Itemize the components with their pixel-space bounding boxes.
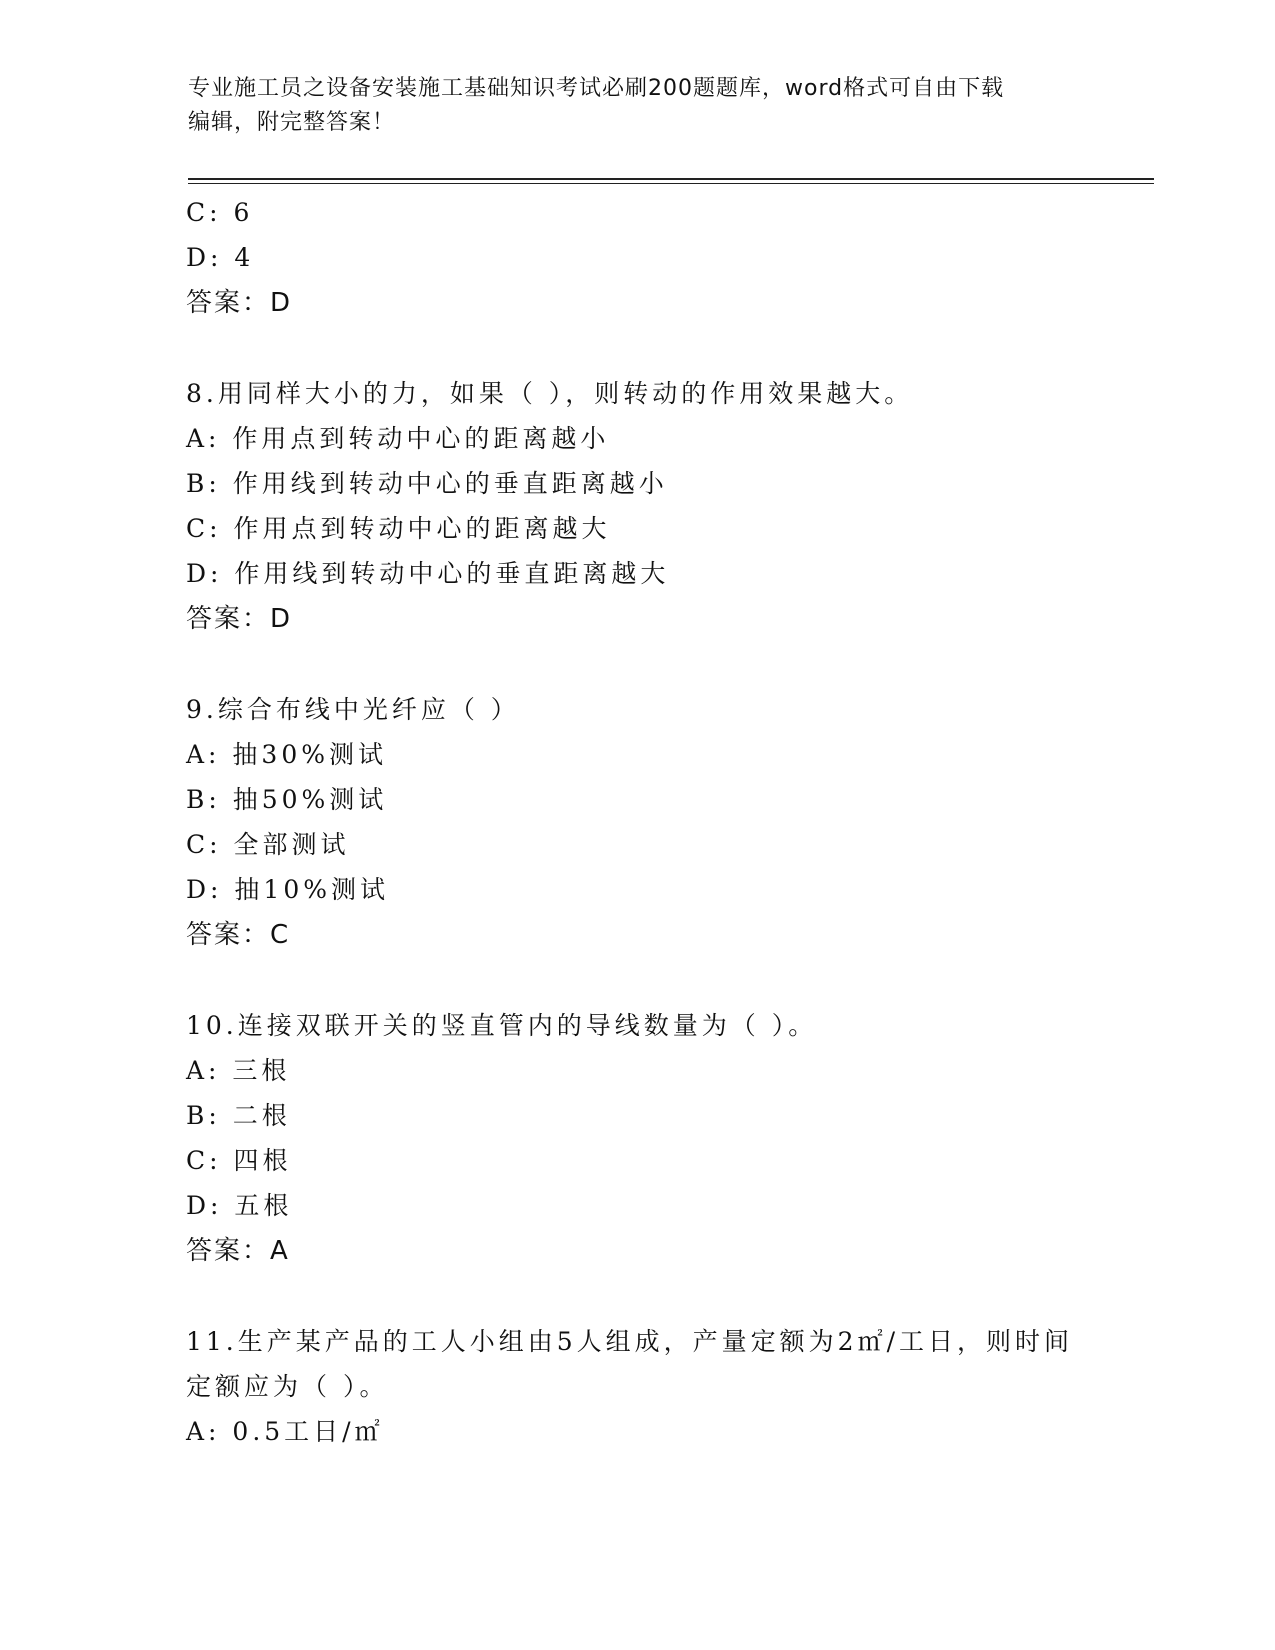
spacer [186,958,1086,1003]
option-d-q7: D: 4 [186,243,255,272]
option-a-q9: A: 抽30%测试 [186,740,387,769]
header-rule-thick [188,178,1154,180]
option-c-q7: C: 6 [186,198,254,227]
option-c-q9: C: 全部测试 [186,830,350,859]
option-b-q10: B: 二根 [186,1101,291,1130]
spacer [186,642,1086,687]
option-d-q10: D: 五根 [186,1191,293,1220]
answer-q9: 答案：C [186,920,291,950]
answer-q10: 答案：A [186,1236,290,1266]
spacer [186,326,1086,371]
option-c-q10: C: 四根 [186,1146,292,1175]
question-11-continued: 定额应为（ ）。 [186,1372,389,1401]
option-d-q9: D: 抽10%测试 [186,875,389,904]
header-line-2: 编辑，附完整答案！ [188,110,396,135]
spacer [186,1274,1086,1319]
option-d-q8: D: 作用线到转动中心的垂直距离越大 [186,559,670,588]
option-c-q8: C: 作用点到转动中心的距离越大 [186,514,611,543]
question-11: 11.生产某产品的工人小组由5人组成，产量定额为2㎡/工日，则时间 [186,1327,1073,1356]
answer-q7: 答案：D [186,288,293,318]
header-rule-thin [188,183,1154,184]
option-a-q10: A: 三根 [186,1056,291,1085]
question-8: 8.用同样大小的力，如果（ ），则转动的作用效果越大。 [186,379,914,408]
option-a-q8: A: 作用点到转动中心的距离越小 [186,424,610,453]
option-b-q9: B: 抽50%测试 [186,785,388,814]
header-line-1: 专业施工员之设备安装施工基础知识考试必刷200题题库，word格式可自由下载 [188,76,1005,101]
option-a-q11: A: 0.5工日/㎡ [186,1417,384,1446]
document-header [188,72,1088,140]
option-b-q8: B: 作用线到转动中心的垂直距离越小 [186,469,668,498]
question-10: 10.连接双联开关的竖直管内的导线数量为（ ）。 [186,1011,818,1040]
question-9: 9.综合布线中光纤应（ ） [186,695,520,724]
answer-q8: 答案：D [186,604,293,634]
question-list [186,190,1086,1454]
